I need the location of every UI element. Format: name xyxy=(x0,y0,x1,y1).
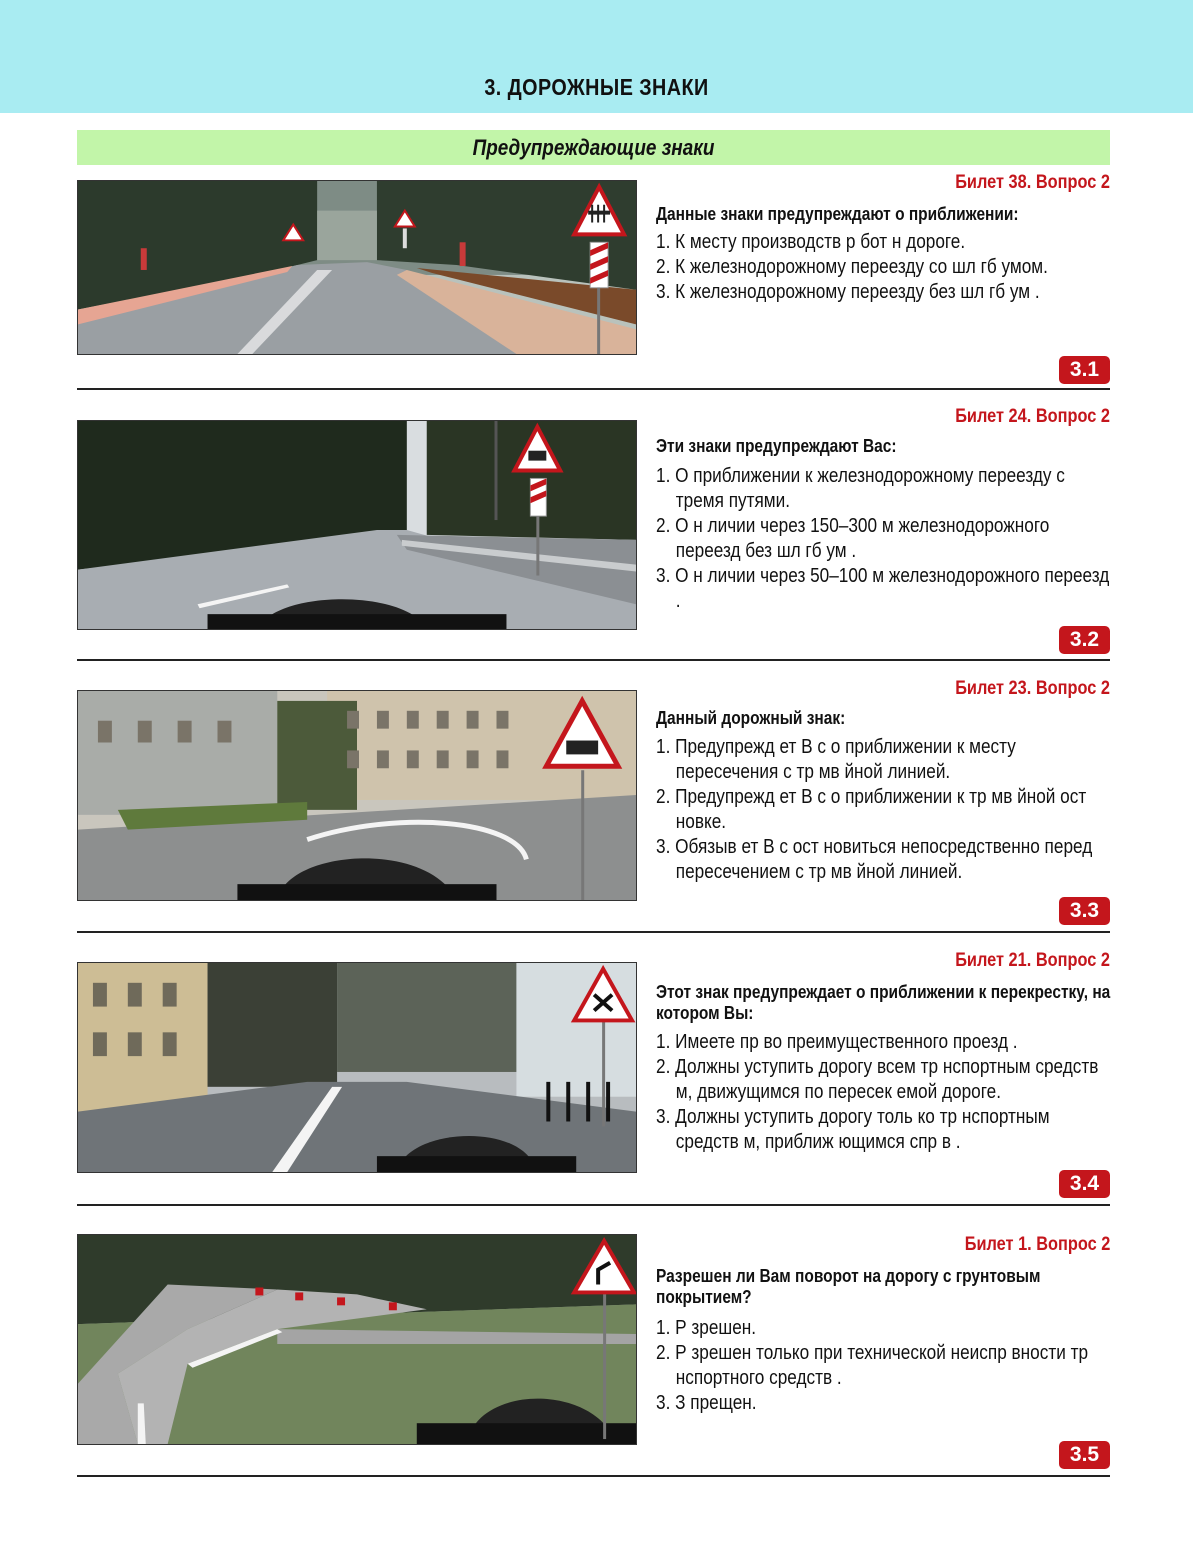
road-scene-illustration xyxy=(78,963,636,1172)
answer-option[interactable]: 1. О приближении к железнодорожному переезду с тремя путями. xyxy=(656,465,1065,512)
answer-option[interactable]: 3. Должны уступить дорогу толь ко тр нспортным средств м, приближ ющимся спр в . xyxy=(656,1106,1050,1153)
road-scene-illustration xyxy=(78,691,636,900)
divider xyxy=(77,388,1110,390)
photo-tram-crossing-city xyxy=(77,690,637,901)
answer-option[interactable]: 3. О н личии через 50–100 м железнодорожного переезд . xyxy=(656,565,1110,612)
item-badge-3-4: 3.4 xyxy=(1059,1170,1110,1198)
ticket-label-3-5: Билет 1. Вопрос 2 xyxy=(964,1234,1110,1255)
item-badge-3-5: 3.5 xyxy=(1059,1441,1110,1469)
ticket-label-3-1: Билет 38. Вопрос 2 xyxy=(955,172,1110,193)
answer-option[interactable]: 2. К железнодорожному переезду со шл гб умом. xyxy=(656,256,1048,278)
section-title: Предупреждающие знаки xyxy=(472,135,715,160)
photo-railway-crossing-guardrail xyxy=(77,420,637,630)
answer-option[interactable]: 1. Предупрежд ет В с о приближении к месту пересечения с тр мв йной линией. xyxy=(656,736,1016,783)
item-badge-3-3: 3.3 xyxy=(1059,897,1110,925)
question-3-5: Разрешен ли Вам поворот на дорогу с грунтовым покрытием? xyxy=(656,1266,1041,1307)
section-bar xyxy=(77,130,1110,165)
answers-3-2 xyxy=(656,464,1112,614)
road-scene-illustration xyxy=(78,1235,636,1444)
ticket-label-3-3: Билет 23. Вопрос 2 xyxy=(955,678,1110,699)
photo-railway-crossing-forest xyxy=(77,180,637,355)
ticket-label-3-4: Билет 21. Вопрос 2 xyxy=(955,950,1110,971)
answers-3-3 xyxy=(656,735,1112,885)
answer-option[interactable]: 2. Должны уступить дорогу всем тр нспортным средств м, движущимся по пересек емой дороге. xyxy=(656,1056,1099,1103)
item-badge-3-2: 3.2 xyxy=(1059,626,1110,654)
item-badge-3-1: 3.1 xyxy=(1059,356,1110,384)
divider xyxy=(77,1204,1110,1206)
divider xyxy=(77,1475,1110,1477)
answer-option[interactable]: 3. Обязыв ет В с ост новиться непосредственно перед пересечением с тр мв йной линией. xyxy=(656,836,1093,883)
divider xyxy=(77,659,1110,661)
answers-3-1 xyxy=(656,230,1112,305)
road-scene-illustration xyxy=(78,181,636,354)
chapter-title: 3. ДОРОЖНЫЕ ЗНАКИ xyxy=(484,74,709,100)
answer-option[interactable]: 1. К месту производств р бот н дороге. xyxy=(656,231,966,253)
answers-3-4 xyxy=(656,1030,1112,1155)
answer-option[interactable]: 2. Р зрешен только при технической неиспр вности тр нспортного средств . xyxy=(656,1342,1089,1389)
road-scene-illustration xyxy=(78,421,636,629)
question-3-2: Эти знаки предупреждают Вас: xyxy=(656,436,897,456)
question-3-4: Этот знак предупреждает о приближении к перекрестку, на котором Вы: xyxy=(656,982,1111,1023)
answer-option[interactable]: 2. Предупрежд ет В с о приближении к тр мв йной ост новке. xyxy=(656,786,1087,833)
answer-option[interactable]: 2. О н личии через 150–300 м железнодорожного переезд без шл гб ум . xyxy=(656,515,1050,562)
question-3-3: Данный дорожный знак: xyxy=(656,708,846,728)
answer-option[interactable]: 1. Имеете пр во преимущественного проезд . xyxy=(656,1031,1018,1053)
answers-3-5 xyxy=(656,1316,1112,1416)
ticket-label-3-2: Билет 24. Вопрос 2 xyxy=(955,406,1110,427)
answer-option[interactable]: 3. К железнодорожному переезду без шл гб ум . xyxy=(656,281,1040,303)
answer-option[interactable]: 3. З прещен. xyxy=(656,1392,757,1414)
question-3-1: Данные знаки предупреждают о приближении: xyxy=(656,204,1019,224)
divider xyxy=(77,931,1110,933)
photo-intersection-wet-road xyxy=(77,962,637,1173)
photo-curve-road-dirt-turn xyxy=(77,1234,637,1445)
answer-option[interactable]: 1. Р зрешен. xyxy=(656,1317,757,1339)
